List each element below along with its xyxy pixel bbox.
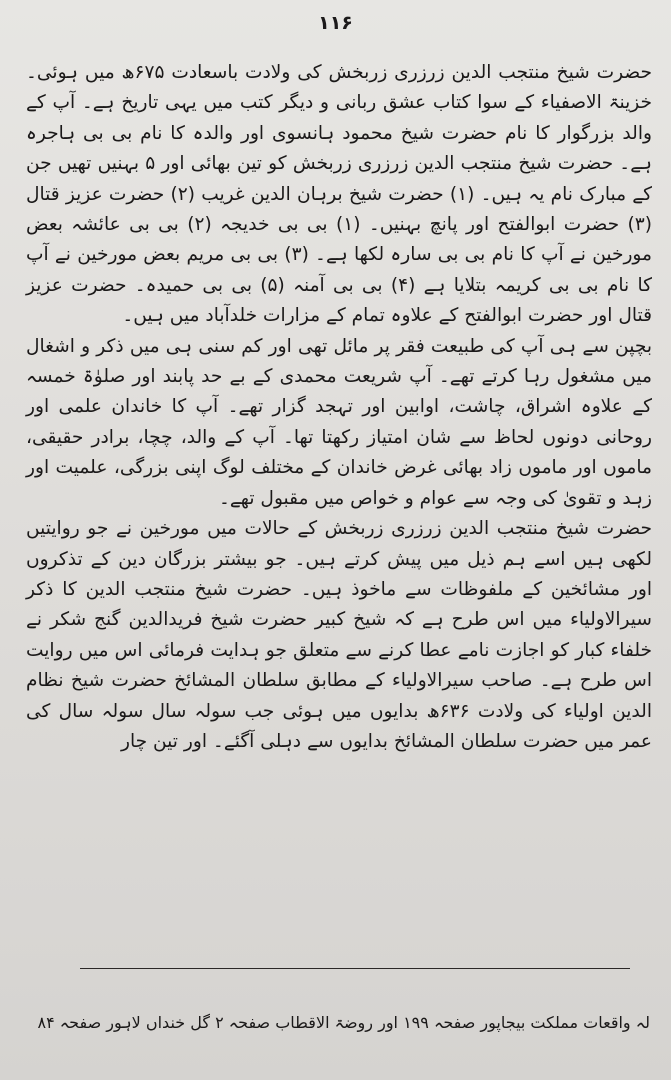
paragraph-narrations: حضرت شیخ منتجب الدین زرزری زربخش کے حالات میں مورخین نے جو روایتیں لکھی ہیں اسے ہم ذیل میں پیش کرتے ہیں۔ جو بیشتر بزرگان دین کے تذکروں اور مشائخین کے ملفوظات سے ماخوذ ہیں۔ حضرت شیخ منتجب الدین کا ذکر سیرالاولیاء میں اس طرح ہے کہ شیخ کبیر حضرت شیخ فریدالدین گنج شکر نے خلفاء کبار کو اجازت نامے عطا کرنے سے متعلق جو ہدایت فرمائی اس میں روایت اس طرح ہے۔ صاحب سیرالاولیاء کے مطابق سلطان المشائخ حضرت شیخ نظام الدین اولیاء کی ولادت ۶۳۶ھ بدایوں میں ہوئی جب سولہ سال سولہ سال کی عمر میں حضرت سلطان المشائخ بدایوں سے دہلی آگئے۔ اور تین چار bbox=[26, 518, 652, 752]
body-text bbox=[26, 58, 652, 963]
page-number: ۱۱۶ bbox=[318, 12, 353, 34]
footnote-divider bbox=[80, 968, 630, 969]
paragraph-childhood: بچپن سے ہی آپ کی طبیعت فقر پر مائل تھی اور کم سنی ہی میں ذکر و اشغال میں مشغول رہا کرتے تھے۔ آپ شریعت محمدی کے بے حد پابند اور صلوٰۃ خمسہ کے علاوہ اشراق، چاشت، اوابین اور تہجد گزار تھے۔ آپ کا خاندان علمی اور روحانی دونوں لحاظ سے شان امتیاز رکھتا تھا۔ آپ کے والد، چچا، برادر حقیقی، ماموں اور ماموں زاد بھائی غرض خاندان کے مختلف لوگ اپنی بزرگی، علمیت اور زہد و تقویٰ کی وجہ سے عوام و خواص میں مقبول تھے۔ bbox=[26, 335, 652, 509]
paragraph-birth-family: حضرت شیخ منتجب الدین زرزری زربخش کی ولادت باسعادت ۶۷۵ھ میں ہوئی۔ خزینۃ الاصفیاء کے سوا کتاب عشق ربانی و دیگر کتب میں یہی تاریخ ہے۔ آپ کے والد بزرگوار کا نام حضرت شیخ محمود ہانسوی اور والدہ کا نام بی بی ہاجرہ ہے۔ حضرت شیخ منتجب الدین زرزری زربخش کو تین بھائی اور ۵ بہنیں تھیں جن کے مبارک نام یہ ہیں۔ (۱) حضرت شیخ برہان الدین غریب (۲) حضرت عزیز قتال (۳) حضرت ابوالفتح اور پانچ بہنیں۔ (۱) بی بی خدیجہ (۲) بی بی عائشہ بعض مورخین نے آپ کا نام بی بی سارہ لکھا ہے۔ (۳) بی بی مریم بعض مورخین نے آپ کا نام بی بی کریمہ بتلایا ہے (۴) بی بی آمنہ (۵) بی بی حمیدہ۔ حضرت عزیز قتال اور حضرت ابوالفتح کے علاوہ تمام کے مزارات خلدآباد میں ہیں۔ bbox=[26, 62, 653, 327]
footnote: لہ واقعات مملکت بیجاپور صفحہ ۱۹۹ اور روضۃ الاقطاب صفحہ ۲ گل خنداں لاہور صفحہ ۸۴ bbox=[37, 1013, 650, 1032]
